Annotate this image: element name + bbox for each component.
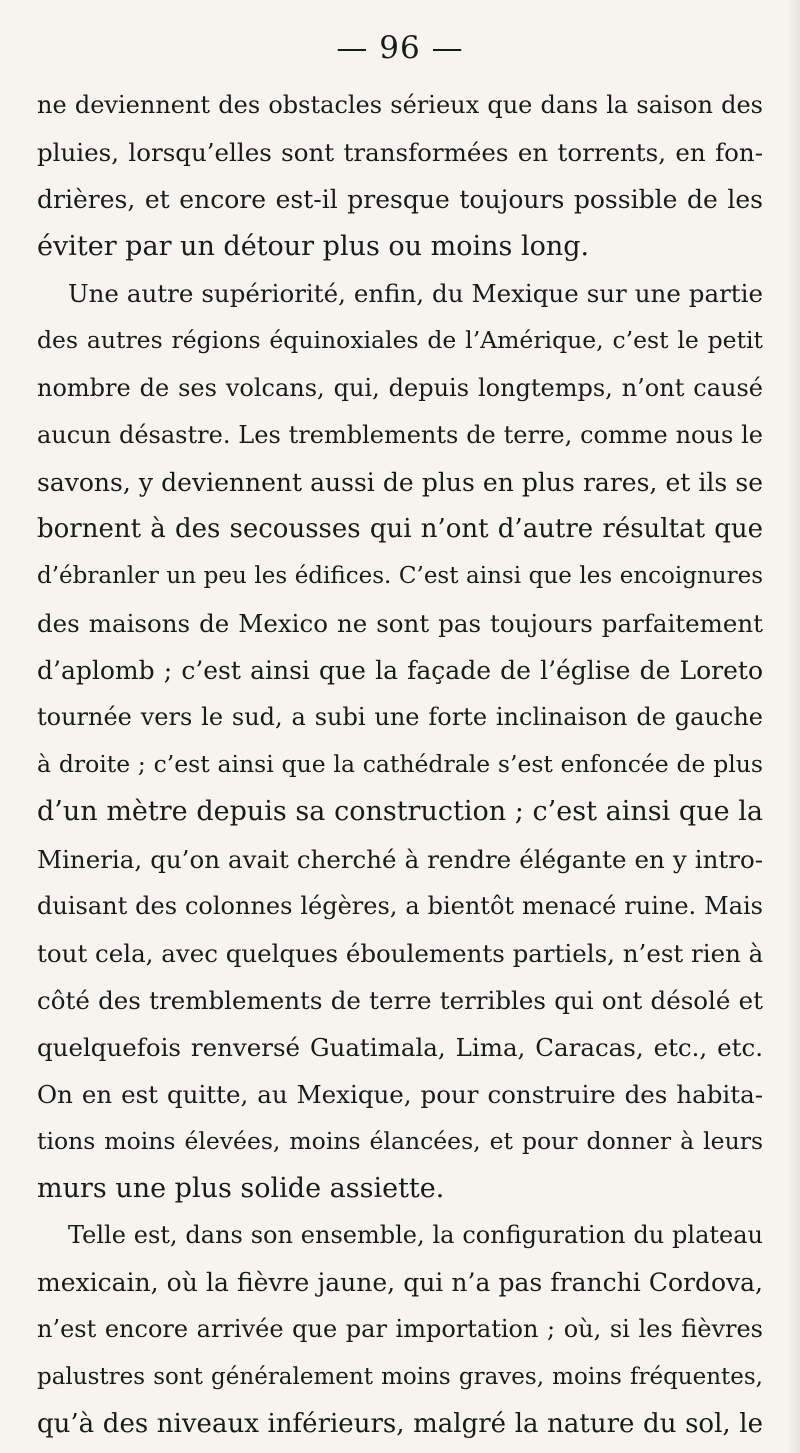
page-edge-shadow xyxy=(786,0,800,1453)
text-line: tournée vers le sud, a subi une forte inclinaison de gauche xyxy=(37,703,763,732)
text-line: à droite ; c’est ainsi que la cathédrale s’est enfoncée de plus xyxy=(37,750,763,779)
text-line: savons, y deviennent aussi de plus en plus rares, et ils se xyxy=(37,467,763,497)
text-line: murs une plus solide assiette. xyxy=(37,1173,445,1205)
text-line: d’aplomb ; c’est ainsi que la façade de l’église de Loreto xyxy=(37,656,763,686)
text-line: éviter par un détour plus ou moins long. xyxy=(37,231,590,263)
text-line: d’ébranler un peu les édifices. C’est ainsi que les encoignures xyxy=(37,562,763,589)
text-line: Une autre supériorité, enfin, du Mexique sur une partie xyxy=(68,279,763,309)
body-text xyxy=(37,82,763,1448)
text-line: des autres régions équinoxiales de l’Amérique, c’est le petit xyxy=(37,326,763,355)
text-line: qu’à des niveaux inférieurs, malgré la nature du sol, le xyxy=(37,1408,763,1439)
text-line: drières, et encore est-il presque toujours possible de les xyxy=(37,185,763,215)
page-number: — 96 — xyxy=(336,30,464,66)
text-line: bornent à des secousses qui n’ont d’autre résultat que xyxy=(37,513,763,544)
text-line: Mineria, qu’on avait cherché à rendre élégante en y intro- xyxy=(37,844,763,874)
text-line: Telle est, dans son ensemble, la configuration du plateau xyxy=(68,1221,763,1250)
text-line: tout cela, avec quelques éboulements partiels, n’est rien à xyxy=(37,938,764,968)
text-line: mexicain, où la fièvre jaune, qui n’a pas franchi Cordova, xyxy=(37,1268,763,1298)
text-line: tions moins élevées, moins élancées, et pour donner à leurs xyxy=(37,1127,763,1156)
text-line: ne deviennent des obstacles sérieux que dans la saison des xyxy=(37,91,763,119)
text-line: d’un mètre depuis sa construction ; c’est ainsi que la xyxy=(37,796,763,828)
text-line: duisant des colonnes légères, a bientôt menacé ruine. Mais xyxy=(37,891,763,920)
text-line: quelquefois renversé Guatimala, Lima, Caracas, etc., etc. xyxy=(37,1032,763,1062)
text-line: des maisons de Mexico ne sont pas toujours parfaitement xyxy=(37,609,763,639)
text-line: pluies, lorsqu’elles sont transformées en torrents, en fon- xyxy=(37,138,763,168)
text-line: nombre de ses volcans, qui, depuis longtemps, n’ont causé xyxy=(37,373,763,402)
text-line: n’est encore arrivée que par importation ; où, si les fièvres xyxy=(37,1315,763,1344)
text-line: aucun désastre. Les tremblements de terre, comme nous le xyxy=(37,420,763,449)
text-line: côté des tremblements de terre terribles qui ont désolé et xyxy=(37,985,763,1015)
text-line: palustres sont généralement moins graves, moins fréquentes, xyxy=(37,1363,763,1390)
text-line: On en est quitte, au Mexique, pour construire des habita- xyxy=(37,1079,763,1109)
